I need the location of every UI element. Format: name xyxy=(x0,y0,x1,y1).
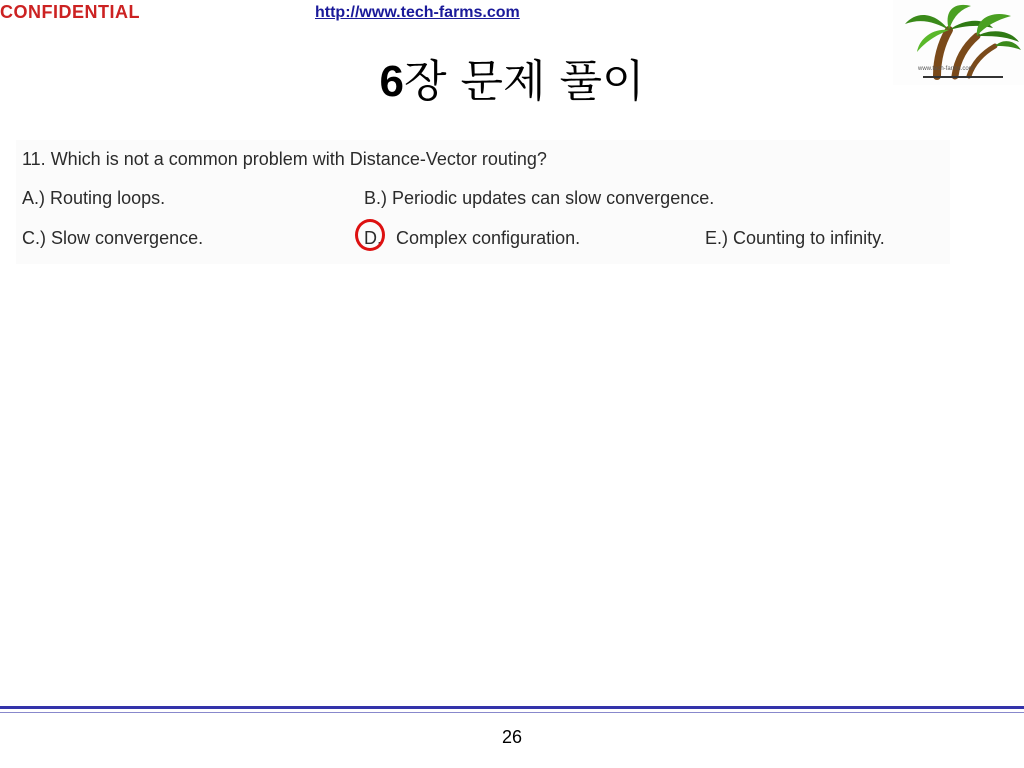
option-a-label: A.) xyxy=(22,188,46,208)
page-number: 26 xyxy=(501,727,523,747)
option-c-text: Slow convergence. xyxy=(51,228,204,248)
slide-title-text: 장 문제 풀이 xyxy=(403,56,645,107)
answer-circle-marker xyxy=(355,219,385,251)
option-b-label: B.) xyxy=(364,188,388,208)
confidential-label: CONFIDENTIAL xyxy=(0,2,140,22)
option-c-label: C.) xyxy=(22,228,46,248)
option-d xyxy=(364,228,580,249)
option-e-label: E.) xyxy=(705,228,729,248)
question-text: 11. Which is not a common problem with Distance-Vector routing? xyxy=(22,149,547,169)
option-a xyxy=(22,188,165,209)
option-d-label: D. xyxy=(364,228,382,248)
option-d-text: Complex configuration. xyxy=(396,228,581,248)
option-c xyxy=(22,228,203,249)
option-b xyxy=(364,188,714,209)
site-url-link[interactable]: http://www.tech-farms.com xyxy=(315,4,520,21)
footer-rule xyxy=(0,706,1024,709)
option-a-text: Routing loops. xyxy=(50,188,166,208)
logo-caption: www.tech-farms.com xyxy=(918,66,974,72)
slide-title-number: 6 xyxy=(379,57,404,106)
option-e-text: Counting to infinity. xyxy=(733,228,885,248)
slide-title xyxy=(0,52,1024,112)
footer-rule-thin xyxy=(0,712,1024,713)
option-e xyxy=(705,228,885,249)
option-b-text: Periodic updates can slow convergence. xyxy=(392,188,715,208)
